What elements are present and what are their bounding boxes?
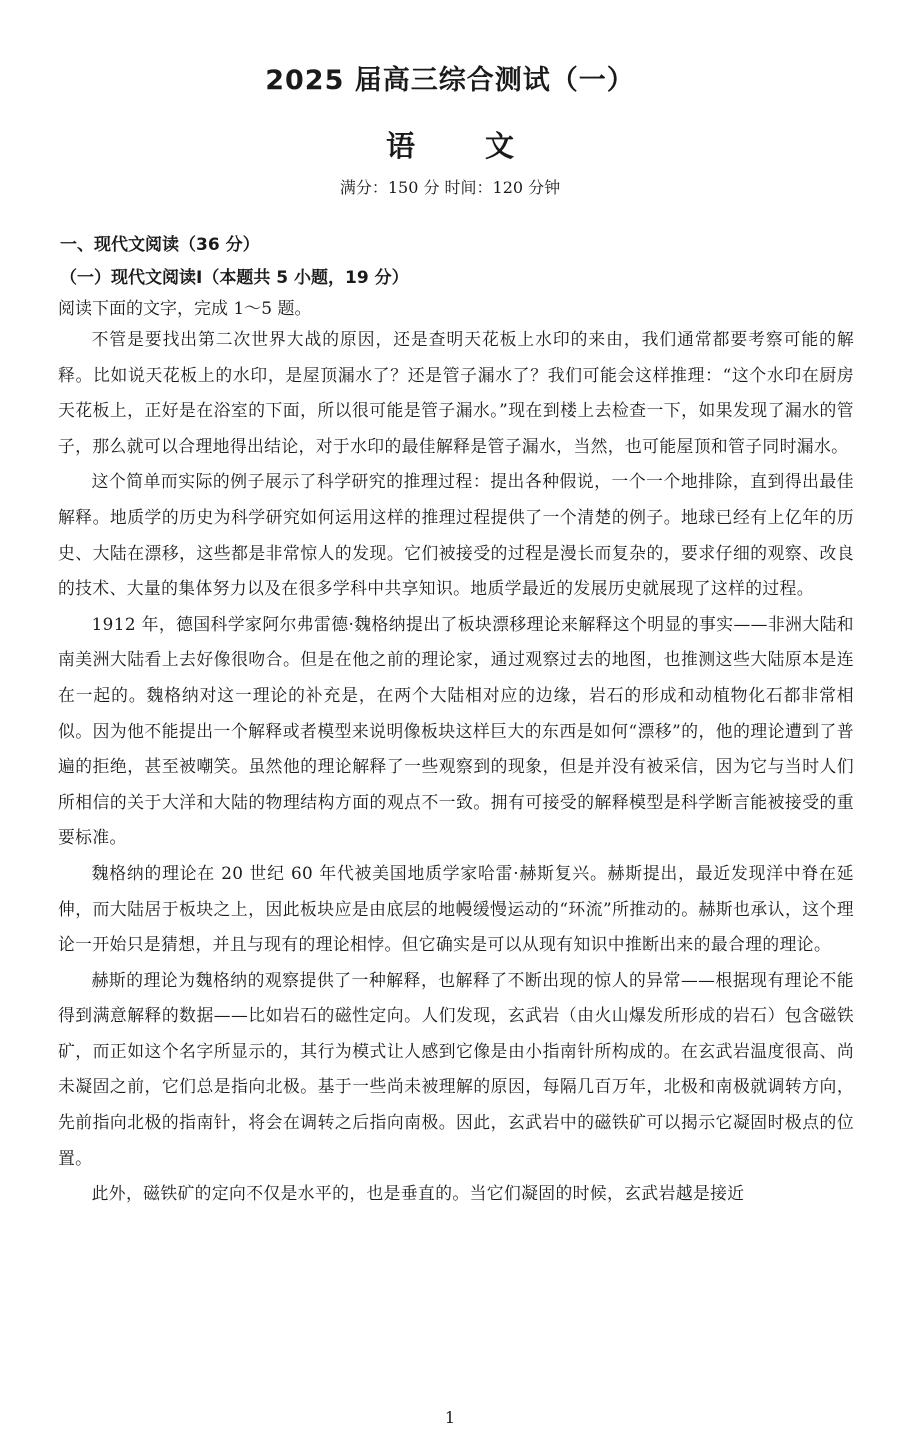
passage-paragraph: 这个简单而实际的例子展示了科学研究的推理过程：提出各种假说，一个一个地排除，直到得出最佳解释。地质学的历史为科学研究如何运用这样的推理过程提供了一个清楚的例子。地球已经有上亿年的历史、大陆在漂移，这些都是非常惊人的发现。它们被接受的过程是漫长而复杂的，要求仔细的观察、改良的技术、大量的集体努力以及在很多学科中共享知识。地质学最近的发展历史就展现了这样的过程。: [58, 471, 854, 599]
passage-paragraph: 此外，磁铁矿的定向不仅是水平的，也是垂直的。当它们凝固的时候，玄武岩越是接近: [91, 1183, 745, 1204]
passage-paragraph: 赫斯的理论为魏格纳的观察提供了一种解释，也解释了不断出现的惊人的异常——根据现有理论不能得到满意解释的数据——比如岩石的磁性定向。人们发现，玄武岩（由火山爆发所形成的岩石）包含磁铁矿，而正如这个名字所显示的，其行为模式让人感到它像是由小指南针所构成的。在玄武岩温度很高、尚未凝固之前，它们总是指向北极。基于一些尚未被理解的原因，每隔几百万年，北极和南极就调转方向，先前指向北极的指南针，将会在调转之后指向南极。因此，玄武岩中的磁铁矿可以揭示它凝固时极点的位置。: [58, 969, 854, 1168]
instruction-text: 阅读下面的文字，完成 1～5 题。: [58, 299, 312, 319]
page-number: 1: [444, 1408, 456, 1427]
exam-title: 2025 届高三综合测试（一）: [265, 65, 635, 96]
subsection-heading: （一）现代文阅读Ⅰ（本题共 5 小题，19 分）: [60, 268, 409, 288]
passage-paragraph: 1912 年，德国科学家阿尔弗雷德·魏格纳提出了板块漂移理论来解释这个明显的事实——非洲大陆和南美洲大陆看上去好像很吻合。但是在他之前的理论家，通过观察过去的地图，也推测这些大陆原本是连在一起的。魏格纳对这一理论的补充是，在两个大陆相对应的边缘，岩石的形成和动植物化石都非常相似。因为他不能提出一个解释或者模型来说明像板块这样巨大的东西是如何“漂移”的，他的理论遭到了普遍的拒绝，甚至被嘲笑。虽然他的理论解释了一些观察到的现象，但是并没有被采信，因为它与当时人们所相信的关于大洋和大陆的物理结构方面的观点不一致。拥有可接受的解释模型是科学断言能被接受的重要标准。: [58, 613, 854, 848]
exam-meta: 满分：150 分 时间：120 分钟: [339, 178, 561, 197]
passage-paragraph: 不管是要找出第二次世界大战的原因，还是查明天花板上水印的来由，我们通常都要考察可能的解释。比如说天花板上的水印，是屋顶漏水了？还是管子漏水了？我们可能会这样推理：“这个水印在厨房天花板上，正好是在浴室的下面，所以很可能是管子漏水。”现在到楼上去检查一下，如果发现了漏水的管子，那么就可以合理地得出结论，对于水印的最佳解释是管子漏水，当然，也可能屋顶和管子同时漏水。: [58, 329, 854, 456]
subject-title: 语 文: [385, 129, 545, 163]
reading-passage: [58, 322, 854, 1212]
section-heading: 一、现代文阅读（36 分）: [60, 235, 260, 255]
passage-paragraph: 魏格纳的理论在 20 世纪 60 年代被美国地质学家哈雷·赫斯复兴。赫斯提出，最近发现洋中脊在延伸，而大陆居于板块之上，因此板块应是由底层的地幔缓慢运动的“环流”所推动的。赫斯也承认，这个理论一开始只是猜想，并且与现有的理论相悖。但它确实是可以从现有知识中推断出来的最合理的理论。: [58, 862, 854, 955]
